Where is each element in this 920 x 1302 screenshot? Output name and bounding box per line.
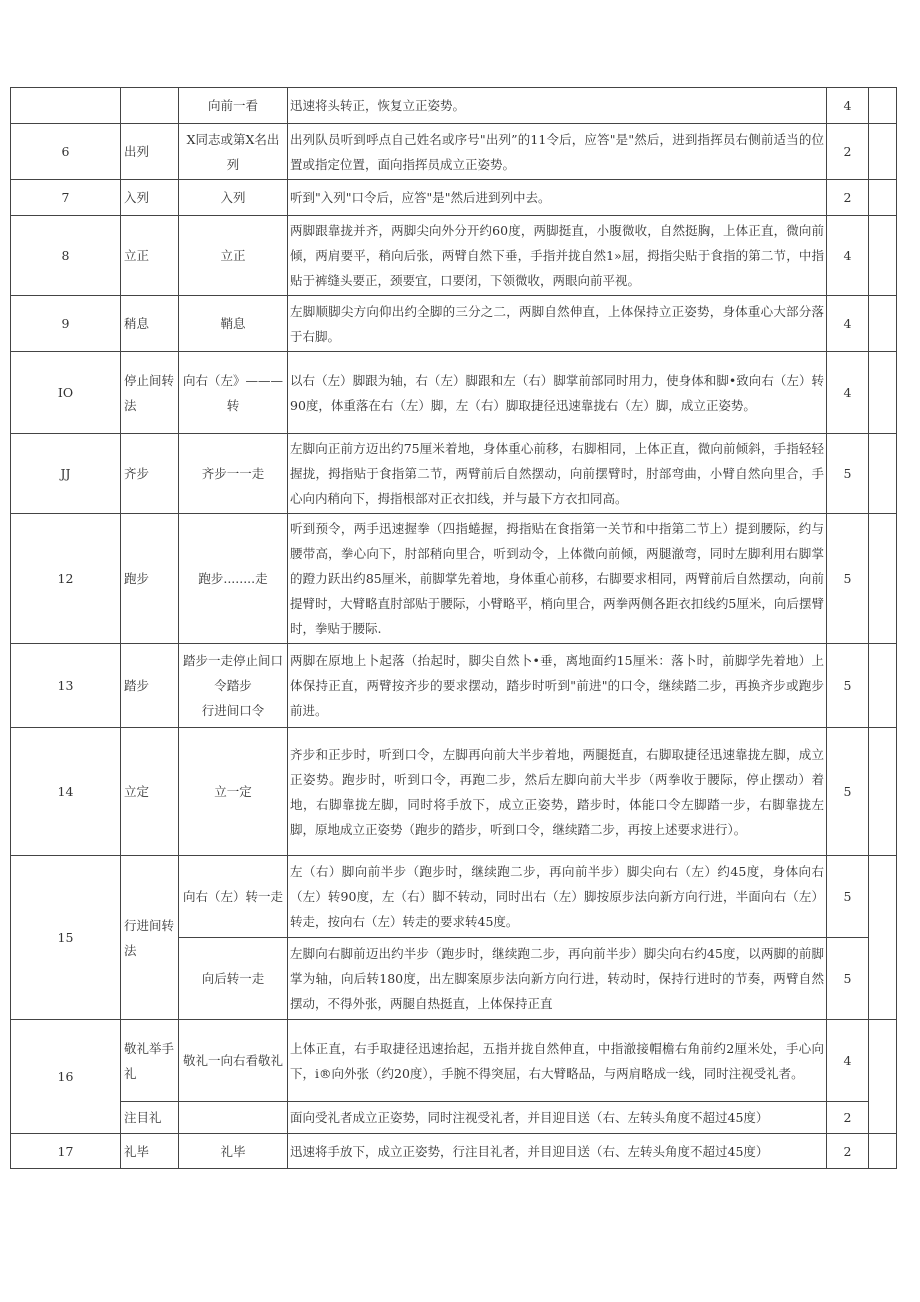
table-row: [11, 1020, 897, 1102]
empty-cell: [869, 352, 897, 434]
item-number: 14: [11, 728, 121, 856]
item-score: 4: [827, 216, 869, 296]
table-row: [11, 1134, 897, 1169]
item-score: 2: [827, 1102, 869, 1134]
item-score: 5: [827, 856, 869, 938]
item-category: [121, 88, 179, 124]
item-action: 敬礼一向右看敬礼: [179, 1020, 288, 1102]
item-category: 行进间转法: [121, 856, 179, 1020]
table-row: [11, 728, 897, 856]
item-action: [179, 1102, 288, 1134]
item-category: 立定: [121, 728, 179, 856]
item-action: 礼毕: [179, 1134, 288, 1169]
item-description: 面向受礼者成立正姿势，同时注视受礼者，并目迎目送（右、左转头角度不超过45度）: [288, 1102, 827, 1134]
item-action: 立一定: [179, 728, 288, 856]
item-description: 左（右）脚向前半步（跑步时，继续跑二步，再向前半步）脚尖向右（左）约45度，身体向右（左）转90度，左（右）脚不转动，同时出右（左）脚按原步法向新方向行进，半面向右（左）转走，按向右（左）转走的要求转45度。: [288, 856, 827, 938]
item-action: 向右（左）转一走: [179, 856, 288, 938]
item-score: 5: [827, 644, 869, 728]
item-category: 停止间转法: [121, 352, 179, 434]
item-number: 12: [11, 514, 121, 644]
item-description: 听到预令，两手迅速握拳（四指蜷握，拇指贴在食指第一关节和中指第二节上）提到腰际，约与腰带高，拳心向下，肘部稍向里合，听到动令，上体微向前倾，两腿澈弯，同时左脚利用右脚掌的蹬力跃出约85厘米，前脚掌先着地，身体重心前移，右脚要求相同，两臂前后自然摆动，向前提臂时，大臂略直肘部贴于腰际，小臂略平，梢向里合，两拳两侧各距衣扣线约5厘米，向后摆臂时，拳贴于腰际.: [288, 514, 827, 644]
table-row: [11, 216, 897, 296]
item-number: JJ: [11, 434, 121, 514]
item-number: 13: [11, 644, 121, 728]
item-action: 立正: [179, 216, 288, 296]
item-number: 9: [11, 296, 121, 352]
table-row: [11, 296, 897, 352]
empty-cell: [869, 434, 897, 514]
item-score: 4: [827, 296, 869, 352]
item-description: 以右（左）脚跟为轴，右（左）脚跟和左（右）脚掌前部同时用力，使身体和脚•致向右（左）转90度，体重落在右（左）脚，左（右）脚取捷径迅速靠拢右（左）脚，成立正姿势。: [288, 352, 827, 434]
table-row: [11, 514, 897, 644]
empty-cell: [869, 856, 897, 1020]
item-action: 跑步........走: [179, 514, 288, 644]
item-action: 鞘息: [179, 296, 288, 352]
item-number: 15: [11, 856, 121, 1020]
empty-cell: [869, 216, 897, 296]
item-score: 5: [827, 514, 869, 644]
item-action: X同志或第X名出列: [179, 124, 288, 180]
item-category: 出列: [121, 124, 179, 180]
item-description: 两脚跟靠拢并齐，两脚尖向外分开约60度，两脚挺直，小腹微收，自然挺胸，上体正直，微向前倾，两肩要平，稍向后张，两臂自然下垂，手指并拢自然1»屈，拇指尖贴于食指的第二节，中指贴于裤缝头要正，颈要宜，口要闭，下领微收，两眼向前平视。: [288, 216, 827, 296]
item-category: 注目礼: [121, 1102, 179, 1134]
item-score: 5: [827, 728, 869, 856]
empty-cell: [869, 514, 897, 644]
empty-cell: [869, 124, 897, 180]
item-number: IO: [11, 352, 121, 434]
table-row: [11, 124, 897, 180]
empty-cell: [869, 180, 897, 216]
table-row: [11, 856, 897, 938]
item-score: 4: [827, 1020, 869, 1102]
item-number: 7: [11, 180, 121, 216]
item-description: 齐步和正步时，听到口令，左脚再向前大半步着地，两腿挺直，右脚取捷径迅速靠拢左脚，成立正姿势。跑步时，听到口令，再跑二步，然后左脚向前大半步（两拳收于腰际，停止摆动）着地，右脚靠拢左脚，同时将手放下，成立正姿势，踏步时，体能口令左脚踏一步，右脚靠拢左脚，原地成立正姿势（跑步的踏步，听到口令，继续踏二步，再按上述要求进行）。: [288, 728, 827, 856]
item-score: 4: [827, 88, 869, 124]
item-score: 5: [827, 938, 869, 1020]
item-description: 迅速将头转正，恢复立正姿势。: [288, 88, 827, 124]
item-score: 4: [827, 352, 869, 434]
item-category: 礼毕: [121, 1134, 179, 1169]
item-description: 左脚顺脚尖方向仰出约全脚的三分之二，两脚自然伸直，上体保持立正姿势，身体重心大部分落于右脚。: [288, 296, 827, 352]
empty-cell: [869, 296, 897, 352]
item-action: 向右（左》———转: [179, 352, 288, 434]
item-action: 入列: [179, 180, 288, 216]
table-row: [11, 644, 897, 728]
table-row: [11, 88, 897, 124]
item-category: 稍息: [121, 296, 179, 352]
item-action: 齐步一一走: [179, 434, 288, 514]
item-description: 左脚向右脚前迈出约半步（跑步时，继续跑二步，再向前半步）脚尖向右约45度，以两脚的前脚掌为轴，向后转180度，出左脚案原步法向新方向行进，转动时，保持行进时的节奏，两臂自然摆动，不得外张，两腿自热挺直，上体保持正直: [288, 938, 827, 1020]
empty-cell: [869, 1020, 897, 1134]
item-action: 向后转一走: [179, 938, 288, 1020]
item-description: 迅速将手放下，成立正姿势，行注目礼者，并目迎目送（右、左转头角度不超过45度）: [288, 1134, 827, 1169]
table-row: [11, 1102, 897, 1134]
item-category: 跑步: [121, 514, 179, 644]
item-number: [11, 88, 121, 124]
item-category: 入列: [121, 180, 179, 216]
item-score: 2: [827, 1134, 869, 1169]
empty-cell: [869, 1134, 897, 1169]
item-number: 8: [11, 216, 121, 296]
item-category: 踏步: [121, 644, 179, 728]
item-description: 两脚在原地上卜起落（抬起时，脚尖自然卜•垂，离地面约15厘米：落卜时，前脚学先着地）上体保持正直，两臂按齐步的要求摆动，踏步时听到"前进"的口令，继续踏二步，再换齐步或跑步前进。: [288, 644, 827, 728]
item-score: 2: [827, 180, 869, 216]
item-score: 2: [827, 124, 869, 180]
item-action: 踏步一走停止间口令踏步 行进间口令: [179, 644, 288, 728]
empty-cell: [869, 88, 897, 124]
item-score: 5: [827, 434, 869, 514]
item-action: 向前一看: [179, 88, 288, 124]
item-number: 17: [11, 1134, 121, 1169]
empty-cell: [869, 644, 897, 728]
item-description: 上体正直，右手取捷径迅速抬起，五指并拢自然伸直，中指澈接帽檐右角前约2厘米处，手心向下，i®向外张（约20度），手腕不得突屈，右大臂略品，与两肩略成一线，同时注视受礼者。: [288, 1020, 827, 1102]
drill-standards-table: [10, 87, 897, 1169]
item-description: 左脚向正前方迈出约75厘米着地，身体重心前移，右脚相同，上体正直，微向前倾斜，手指轻轻握拢，拇指贴于食指第二节，两臂前后自然摆动，向前摆臂时，肘部弯曲，小臂自然向里合，手心向内稍向下，拇指根部对正衣扣线，并与最下方衣扣同高。: [288, 434, 827, 514]
table-row: [11, 434, 897, 514]
item-number: 16: [11, 1020, 121, 1134]
empty-cell: [869, 728, 897, 856]
item-number: 6: [11, 124, 121, 180]
table-row: [11, 180, 897, 216]
item-category: 立正: [121, 216, 179, 296]
item-category: 敬礼举手礼: [121, 1020, 179, 1102]
table-row: [11, 352, 897, 434]
item-description: 出列队员听到呼点自己姓名或序号"出列”的11令后，应答"是"然后，进到指挥员右侧前适当的位置或指定位置，面向指挥员成立正姿势。: [288, 124, 827, 180]
item-category: 齐步: [121, 434, 179, 514]
item-description: 听到"入列"口令后，应答"是"然后进到列中去。: [288, 180, 827, 216]
